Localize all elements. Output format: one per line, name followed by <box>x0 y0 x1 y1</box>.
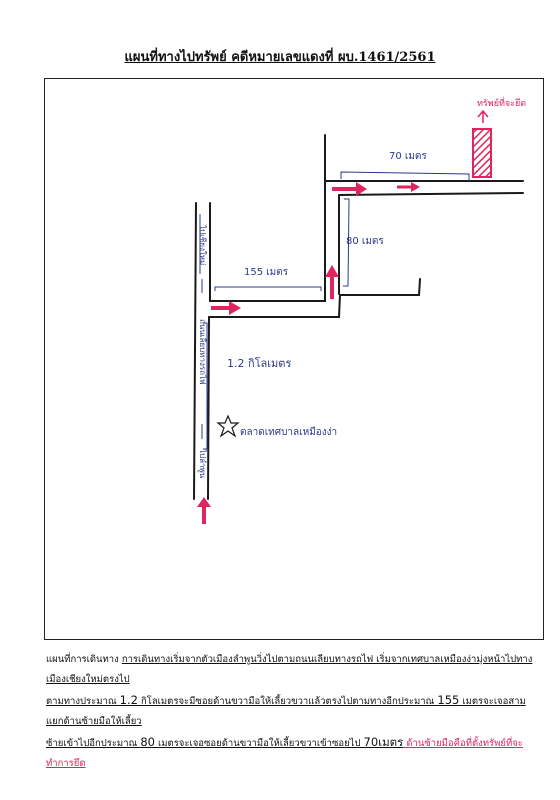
description-part-4: เมตรจะเจอสามแยกด้านซ้ายมือให้เลี้ยว <box>46 696 526 727</box>
property-pointer-arrow <box>478 111 488 123</box>
description-part-5: ซ้ายเข้าไปอีกประมาณ <box>46 738 141 749</box>
arrow-start-up <box>197 497 211 524</box>
description-prefix: แผนที่การเดินทาง <box>46 654 122 665</box>
description-part-3: กิโลเมตรจะมีซอยด้านขวามือให้เลี้ยวขวาแล้วตรงไปตามทางอีกประมาณ <box>137 696 438 707</box>
label-road-to-lamphun: ไปลำพูน <box>198 449 207 479</box>
description-part-2: ตามทางประมาณ <box>46 696 120 707</box>
property-marker <box>473 129 491 177</box>
main-road-left-edge <box>194 203 196 499</box>
description-num-4: 70เมตร <box>363 735 404 749</box>
description-num-3: 80 <box>140 735 155 749</box>
label-road-main: ถนนเลียบทางรถไฟ <box>198 319 207 385</box>
description-part-6: เมตรจะเจอซอยด้านขวามือให้เลี้ยวขวาเข้าซอยไป <box>155 738 364 749</box>
route-arrows <box>197 182 420 524</box>
label-dist-155: 155 เมตร <box>244 267 289 278</box>
marker-70m <box>341 172 469 181</box>
label-landmark: ตลาดเทศบาลเหมืองง่า <box>240 427 338 438</box>
landmark-star-icon <box>218 416 238 436</box>
description-num-2: 155 <box>437 693 460 707</box>
arrow-turn-left-up <box>325 265 339 299</box>
soi-155-bottom-edge <box>209 279 420 317</box>
map-frame <box>44 78 544 640</box>
label-dist-80: 80 เมตร <box>346 236 384 247</box>
description-line-3 <box>46 732 542 774</box>
description-part-7: ด้านซ้ายมือคือที่ตั้งทรัพย์ที่จะทำการยึด <box>46 738 523 769</box>
map-title: แผนที่ทางไปทรัพย์ คดีหมายเลขแดงที่ ผบ.1461/2561 <box>124 50 436 65</box>
label-dist-70: 70 เมตร <box>389 151 427 162</box>
description-line-2 <box>46 690 542 732</box>
label-road-to-chiangmai: ไปเชียงใหม่ <box>198 225 207 266</box>
description-line-1 <box>46 650 542 690</box>
arrow-turn-right <box>211 301 241 315</box>
label-dist-1-2km: 1.2 กิโลเมตร <box>227 357 292 370</box>
marker-155m <box>215 287 321 291</box>
route-description <box>46 650 542 774</box>
description-num-1: 1.2 <box>119 693 138 707</box>
route-map <box>45 79 543 639</box>
description-part-1: การเดินทางเริ่มจากตัวเมืองลำพูนวิ่งไปตามถนนเลียบทางรถไฟ เริ่มจากเทศบาลเหมืองง่ามุ่งหน้าไปทางเมืองเชียงใหม่ตรงไป <box>46 654 533 685</box>
distance-markers <box>200 172 469 449</box>
label-property: ทรัพย์ที่จะยึด <box>477 99 527 109</box>
arrow-to-property <box>397 182 420 192</box>
main-road-right-edge <box>208 203 210 499</box>
